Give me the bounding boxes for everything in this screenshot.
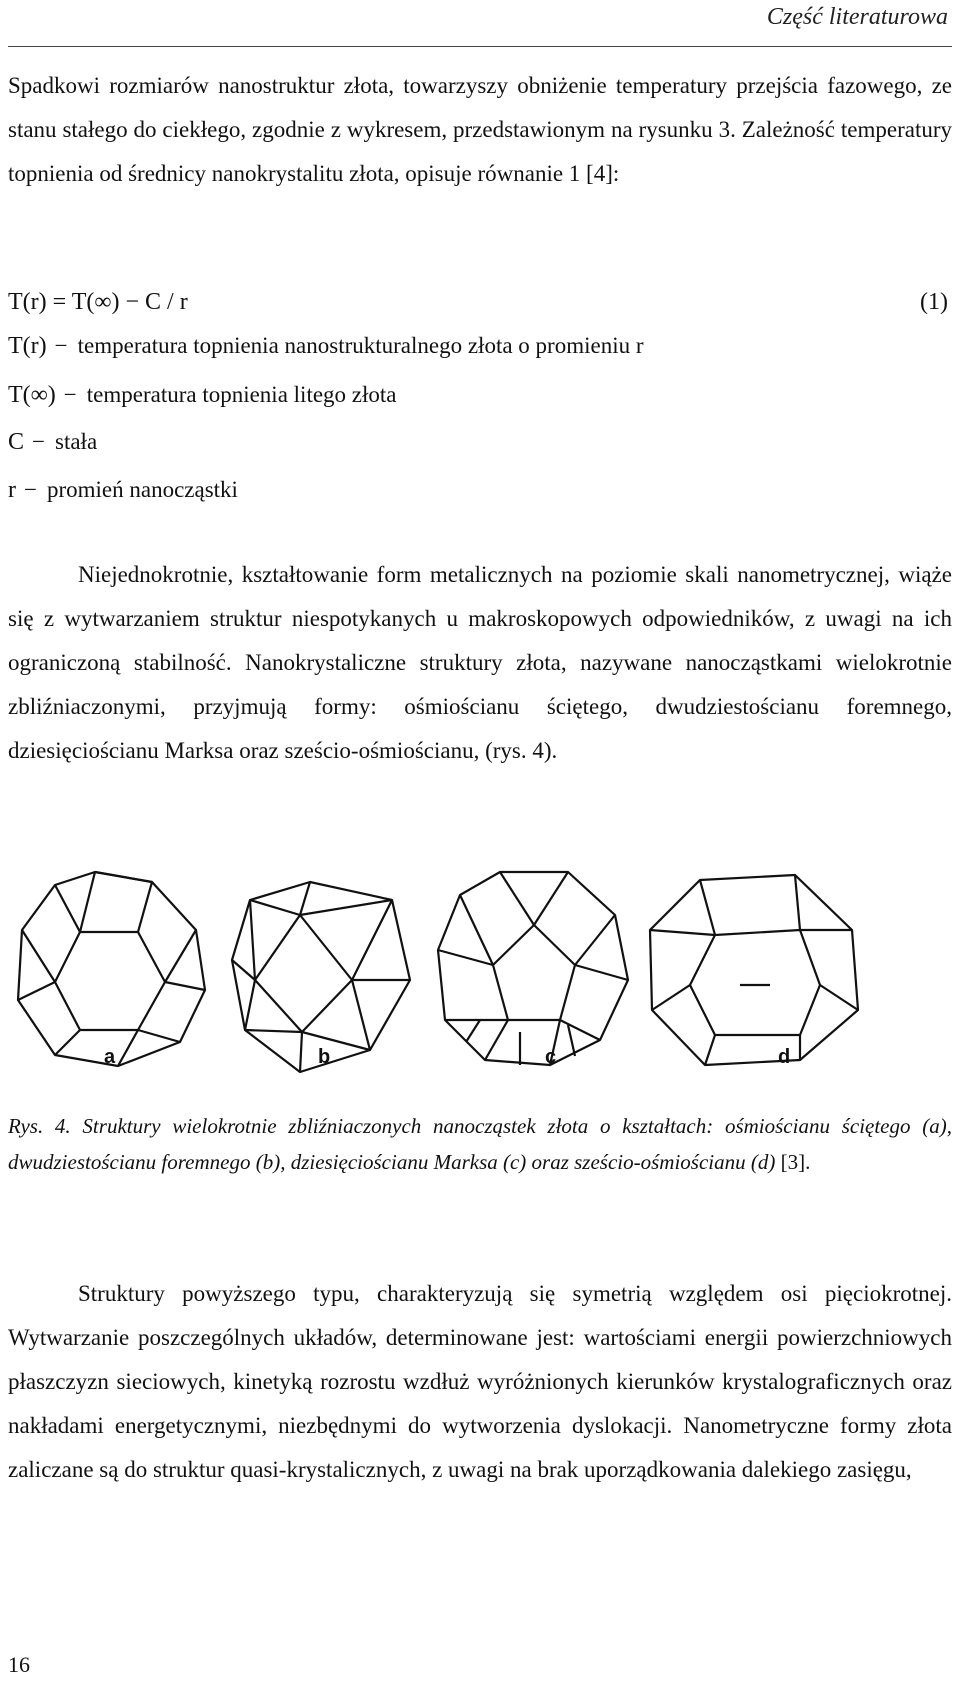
equation-1 xyxy=(8,280,952,324)
definition-description: promień nanocząstki xyxy=(46,477,238,502)
definition-symbol: r xyxy=(8,477,16,503)
paragraph-3: Struktury powyższego typu, charakteryzują się symetrią względem osi pięciokrotnej. Wytwarzanie poszczególnych układów, determinowane jest: wartościami energii powierzchniowych płaszczyzn sieciowych, kinetyką rozrostu wzdłuż wyróżnionych kierunków krystalograficznych oraz nakładami energetycznymi, niezbędnymi do wytworzenia dyslokacji. Nanometryczne formy złota zaliczane są do struktur quasi-krystalicznych, z uwagi na brak uporządkowania dalekiego zasięgu, xyxy=(8,1281,952,1482)
definition-description: temperatura topnienia nanostrukturalnego złota o promieniu r xyxy=(77,333,644,358)
figure-label-d: d xyxy=(778,1046,791,1068)
truncated-octahedron-drawing xyxy=(18,872,205,1066)
page-number: 16 xyxy=(8,1652,30,1677)
page-header xyxy=(8,0,952,47)
equation-text: T(r) = T(∞) − C / r xyxy=(8,289,188,315)
definition-symbol: T(r) xyxy=(8,333,47,359)
figure-label-c: c xyxy=(545,1046,557,1068)
definition-symbol: C xyxy=(8,429,25,455)
figure-label-b: b xyxy=(318,1046,331,1068)
paragraph-1: Spadkowi rozmiarów nanostruktur złota, towarzyszy obniżenie temperatury przejścia fazowego, ze stanu stałego do ciekłego, zgodnie z wykresem, przedstawionym na rysunku 3. Zależność temperatury topnienia od średnicy nanokrystalitu złota, opisuje równanie 1 [4]: xyxy=(8,73,952,186)
definition-t-infinity: T(∞) − temperatura topnienia litego złota xyxy=(8,382,397,408)
marks-decahedron-drawing xyxy=(438,872,628,1065)
nanoparticle-structures-figure xyxy=(0,860,960,1100)
figure-caption xyxy=(8,1108,952,1180)
definition-t-r: T(r) − temperatura topnienia nanostrukturalnego złota o promieniu r xyxy=(8,333,644,359)
icosahedron-drawing xyxy=(232,882,410,1072)
definition-r: r − promień nanocząstki xyxy=(8,477,238,503)
definition-description: stała xyxy=(55,429,98,454)
header-title: Część literaturowa xyxy=(766,4,948,30)
definition-description: temperatura topnienia litego złota xyxy=(86,382,397,407)
figure-label-a: a xyxy=(104,1046,116,1068)
definition-c: C − stała xyxy=(8,429,98,455)
paragraph-2: Niejednokrotnie, kształtowanie form metalicznych na poziomie skali nanometrycznej, wiąże się z wytwarzaniem struktur niespotykanych u makroskopowych odpowiedników, z uwagi na ich ograniczoną stabilność. Nanokrystaliczne struktury złota, nazywane nanocząstkami wielokrotnie zbliźniaczonymi, przyjmują formy: ośmiościanu ściętego, dwudziestościanu foremnego, dziesięciościanu Marksa oraz sześcio-ośmiościanu, (rys. 4). xyxy=(8,562,952,763)
equation-number: (1) xyxy=(920,289,948,315)
caption-text: Rys. 4. Struktury wielokrotnie zbliźniaczonych nanocząstek złota o kształtach: ośmiościanu ściętego (a), dwudziestościanu foremnego (b), dziesięciościanu Marksa (c) oraz sześcio-ośmiościanu (d) xyxy=(8,1114,952,1174)
cuboctahedron-drawing xyxy=(650,875,858,1065)
caption-reference: [3]. xyxy=(775,1150,811,1174)
definition-symbol: T(∞) xyxy=(8,382,56,408)
